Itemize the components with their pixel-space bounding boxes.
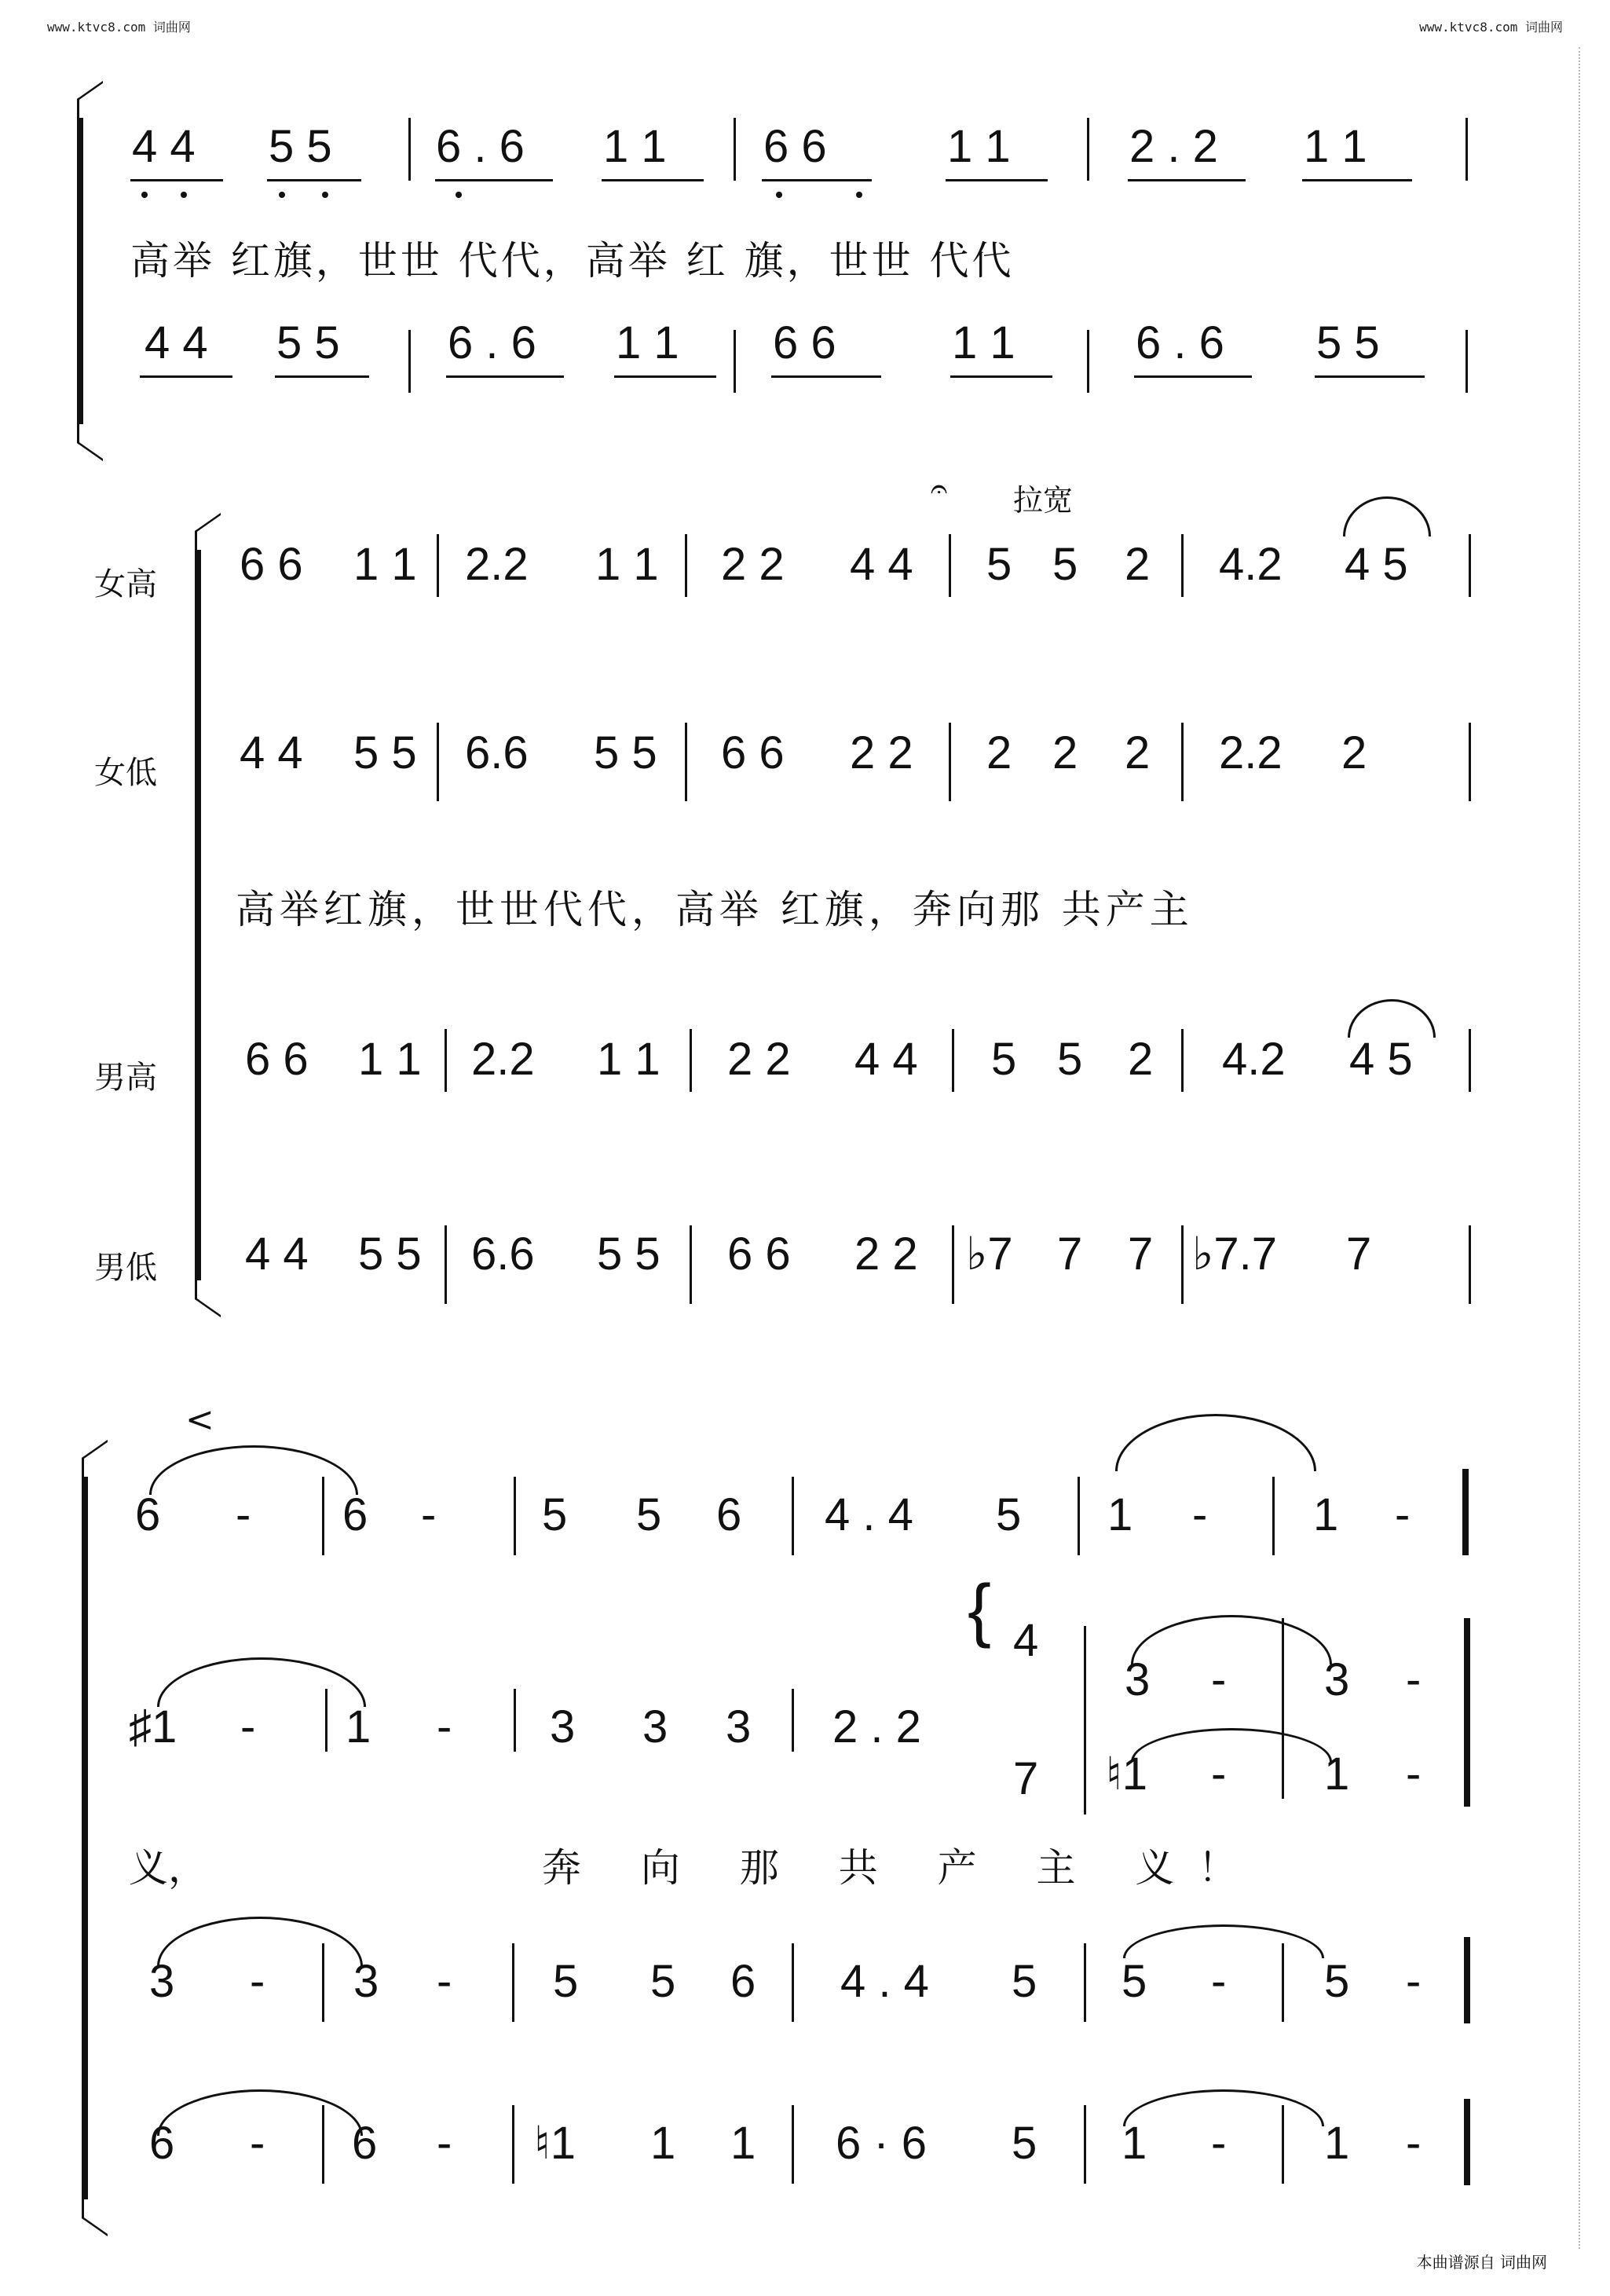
beam xyxy=(1315,375,1425,378)
lyrics: 义， xyxy=(129,1845,207,1891)
final-barline xyxy=(1464,1937,1470,2023)
note: - xyxy=(1211,1956,1227,2007)
beam xyxy=(762,179,872,181)
low-dot xyxy=(856,192,862,198)
note: 5 xyxy=(636,1489,662,1540)
barline xyxy=(792,2105,794,2184)
note: 5 xyxy=(542,1489,568,1540)
barline xyxy=(952,1225,954,1304)
note: 5 xyxy=(1012,1956,1037,2007)
note: 6 xyxy=(352,2118,378,2169)
note-group: 6 6 xyxy=(763,121,827,172)
barline xyxy=(1087,118,1089,181)
note-group: 2 2 xyxy=(727,1034,791,1085)
note: 5 xyxy=(1057,1034,1083,1085)
note: - xyxy=(250,1956,265,2007)
note-group: 4.2 xyxy=(1222,1034,1286,1085)
slur xyxy=(1115,1414,1316,1471)
barline xyxy=(685,534,687,597)
note-group: 4.2 xyxy=(1219,539,1283,590)
note: 1 xyxy=(1324,1749,1350,1800)
note-group: 6 . 6 xyxy=(448,317,536,368)
note-group: 2 2 xyxy=(721,539,785,590)
note: - xyxy=(1211,1654,1227,1705)
barline xyxy=(1084,1626,1086,1814)
note-group: 4 4 xyxy=(240,727,303,778)
note: ♭7 xyxy=(966,1229,1013,1280)
note: 2 xyxy=(1125,727,1151,778)
barline xyxy=(792,1943,794,2022)
note-group: 6 6 xyxy=(240,539,303,590)
note: 5 xyxy=(996,1489,1022,1540)
note: 1 xyxy=(650,2118,676,2169)
note-group: 4 4 xyxy=(145,317,208,368)
note: 1 xyxy=(346,1701,371,1752)
note: 5 xyxy=(1122,1956,1147,2007)
barline xyxy=(1272,1477,1275,1555)
note: - xyxy=(1211,1749,1227,1800)
note: 2 xyxy=(1128,1034,1154,1085)
note-group: 6.6 xyxy=(471,1229,535,1280)
low-dot xyxy=(141,192,148,198)
barline xyxy=(437,723,439,801)
note-group: 6 6 xyxy=(245,1034,309,1085)
note: - xyxy=(437,1956,452,2007)
beam xyxy=(946,179,1048,181)
slur xyxy=(157,1657,366,1707)
note: 1 xyxy=(1107,1489,1133,1540)
note: - xyxy=(421,1489,437,1540)
slur xyxy=(149,1445,358,1495)
note: 5 xyxy=(1324,1956,1350,2007)
barline xyxy=(1181,1029,1184,1092)
barline xyxy=(1469,534,1471,597)
barline xyxy=(1181,534,1184,597)
note-group: 1 1 xyxy=(597,1034,660,1085)
beam xyxy=(771,375,881,378)
note-group: 1 1 xyxy=(947,121,1011,172)
barline xyxy=(1469,1029,1471,1092)
note-group: 4 . 4 xyxy=(840,1956,929,2007)
note-group: 2.2 xyxy=(1219,727,1283,778)
barline xyxy=(1465,330,1468,393)
note-group: 6 6 xyxy=(773,317,836,368)
barline xyxy=(514,1689,516,1752)
note-group: 6.6 xyxy=(465,727,529,778)
header-left: www.ktvc8.com 词曲网 xyxy=(47,20,191,35)
note-group: 1 1 xyxy=(603,121,667,172)
beam xyxy=(1128,179,1246,181)
note-group: 6 6 xyxy=(727,1229,791,1280)
barline xyxy=(1087,330,1089,393)
slur xyxy=(1131,1728,1332,1762)
note-group: 4 5 xyxy=(1345,539,1408,590)
note-group: 1 1 xyxy=(353,539,417,590)
note-group: 4 4 xyxy=(854,1034,918,1085)
footer-source: 本曲谱源自 词曲网 xyxy=(1416,2253,1547,2272)
barline xyxy=(949,534,951,597)
note: - xyxy=(1211,2118,1227,2169)
note-group: 5 5 xyxy=(358,1229,422,1280)
note-group: 1 1 xyxy=(616,317,679,368)
note: ♯1 xyxy=(129,1701,177,1752)
note: - xyxy=(437,2118,452,2169)
note: 3 xyxy=(1324,1654,1350,1705)
barline xyxy=(1469,723,1471,801)
barline xyxy=(1084,2105,1086,2184)
barline xyxy=(408,330,411,393)
note: 5 xyxy=(553,1956,579,2007)
note: - xyxy=(240,1701,256,1752)
beam xyxy=(602,179,704,181)
part-label-bass: 男低 xyxy=(94,1250,157,1286)
lyrics: 奔 向 那 共 产 主 义！ xyxy=(542,1845,1261,1891)
note: - xyxy=(1395,1489,1411,1540)
note: 5 xyxy=(1052,539,1078,590)
barline xyxy=(734,118,736,181)
note-group: 4 4 xyxy=(245,1229,309,1280)
slur xyxy=(1348,999,1436,1038)
low-dot xyxy=(322,192,328,198)
note: 2 xyxy=(1341,727,1367,778)
barline xyxy=(1181,1225,1184,1304)
note-group: 1 1 xyxy=(952,317,1015,368)
note-group: 2 2 xyxy=(854,1229,918,1280)
barline xyxy=(952,1029,954,1092)
note: 6 xyxy=(135,1489,161,1540)
beam xyxy=(446,375,564,378)
beam xyxy=(140,375,232,378)
note-group: 2 2 xyxy=(850,727,913,778)
low-dot xyxy=(181,192,187,198)
note: 1 xyxy=(1324,2118,1350,2169)
note-group: 1 1 xyxy=(595,539,659,590)
note-group: 4 . 4 xyxy=(825,1489,913,1540)
note: 5 xyxy=(986,539,1012,590)
note-group: ♭7.7 xyxy=(1192,1229,1277,1280)
note: - xyxy=(1406,1654,1422,1705)
barline xyxy=(512,2105,514,2184)
final-barline xyxy=(1464,1618,1470,1807)
note-group: 5 5 xyxy=(269,121,332,172)
barline xyxy=(445,1225,447,1304)
crescendo-hairpin: < xyxy=(185,1400,214,1440)
barline xyxy=(734,330,736,393)
barline xyxy=(514,1477,516,1555)
note: 1 xyxy=(1313,1489,1339,1540)
beam xyxy=(950,375,1052,378)
barline xyxy=(1181,723,1184,801)
barline xyxy=(792,1689,794,1752)
barline xyxy=(690,1225,692,1304)
beam xyxy=(267,179,361,181)
note: 3 xyxy=(1125,1654,1151,1705)
note-group: 1 1 xyxy=(358,1034,422,1085)
note: 6 xyxy=(730,1956,756,2007)
note: 2 xyxy=(986,727,1012,778)
slur xyxy=(1131,1615,1332,1664)
note: - xyxy=(1406,1956,1422,2007)
barline xyxy=(437,534,439,597)
note-group: 6 . 6 xyxy=(1136,317,1224,368)
note: 3 xyxy=(550,1701,576,1752)
side-watermark-strip xyxy=(1579,47,1591,2249)
note-group: 5 5 xyxy=(276,317,340,368)
tempo-annotation: 拉宽 xyxy=(1013,483,1074,518)
beam xyxy=(614,375,716,378)
note-group: 4 5 xyxy=(1349,1034,1413,1085)
barline xyxy=(408,118,411,181)
note: 5 xyxy=(1012,2118,1037,2169)
barline xyxy=(1084,1943,1086,2022)
note: - xyxy=(250,2118,265,2169)
note: ♮1 xyxy=(534,2118,576,2169)
lyrics: 高举红旗，世世代代，高举 红旗，奔向那 共产主 xyxy=(236,887,1194,932)
note-group: 1 1 xyxy=(1304,121,1367,172)
note: 5 xyxy=(991,1034,1017,1085)
low-dot xyxy=(776,192,782,198)
slur xyxy=(1343,496,1431,536)
barline xyxy=(685,723,687,801)
slur xyxy=(1123,1924,1324,1958)
note: 1 xyxy=(1122,2118,1147,2169)
note-group: 5 5 xyxy=(1316,317,1380,368)
note: 2 xyxy=(1125,539,1151,590)
note: 6 xyxy=(716,1489,742,1540)
note: 7 xyxy=(1128,1229,1154,1280)
note: 4 xyxy=(1013,1615,1039,1666)
beam xyxy=(130,179,223,181)
note: 3 xyxy=(726,1701,752,1752)
final-barline xyxy=(1462,1469,1469,1555)
lyrics: 高举 红旗，世世 代代，高举 红 旗，世世 代代 xyxy=(130,238,1015,284)
note: 5 xyxy=(650,1956,676,2007)
note-group: 6 · 6 xyxy=(836,2118,928,2169)
note-group: 4 4 xyxy=(132,121,196,172)
note: 6 xyxy=(342,1489,368,1540)
note: 1 xyxy=(730,2118,756,2169)
low-dot xyxy=(456,192,462,198)
note-group: 4 4 xyxy=(850,539,913,590)
note: - xyxy=(1192,1489,1208,1540)
note: 2 xyxy=(1052,727,1078,778)
barline xyxy=(1465,118,1468,181)
note-group: 5 5 xyxy=(594,727,657,778)
beam xyxy=(1302,179,1412,181)
note: 7 xyxy=(1013,1753,1039,1804)
low-dot xyxy=(279,192,285,198)
fermata-icon: 𝄐 xyxy=(931,471,948,506)
barline xyxy=(1078,1477,1080,1555)
note-group: 5 5 xyxy=(353,727,417,778)
note-group: 2.2 xyxy=(465,539,529,590)
note-group: 2 . 2 xyxy=(832,1701,921,1752)
note: - xyxy=(1406,2118,1422,2169)
system-2-brace xyxy=(195,550,201,1280)
note: 6 xyxy=(149,2118,175,2169)
note: 7 xyxy=(1346,1229,1372,1280)
note: - xyxy=(236,1489,251,1540)
note-group: 2.2 xyxy=(471,1034,535,1085)
note: 3 xyxy=(353,1956,379,2007)
note-group: 2 . 2 xyxy=(1129,121,1218,172)
note: - xyxy=(437,1701,452,1752)
beam xyxy=(1134,375,1252,378)
part-label-soprano: 女高 xyxy=(94,566,157,602)
header-right: www.ktvc8.com 词曲网 xyxy=(1419,20,1563,35)
barline xyxy=(512,1943,514,2022)
final-barline xyxy=(1464,2099,1470,2185)
barline xyxy=(445,1029,447,1092)
system-1-brace xyxy=(77,118,83,424)
note-group: 6 . 6 xyxy=(436,121,525,172)
system-3-brace xyxy=(82,1477,88,2199)
part-label-tenor: 男高 xyxy=(94,1060,157,1096)
beam xyxy=(435,179,553,181)
note: ♮1 xyxy=(1106,1749,1147,1800)
note-group: 6 6 xyxy=(721,727,785,778)
barline xyxy=(949,723,951,801)
note-group: 5 5 xyxy=(597,1229,660,1280)
note: - xyxy=(1406,1749,1422,1800)
note: 7 xyxy=(1057,1229,1083,1280)
part-label-alto: 女低 xyxy=(94,755,157,791)
chord-brace-icon: { xyxy=(968,1571,992,1650)
barline xyxy=(792,1477,794,1555)
beam xyxy=(275,375,369,378)
barline xyxy=(1469,1225,1471,1304)
note: 3 xyxy=(642,1701,668,1752)
note: 3 xyxy=(149,1956,175,2007)
barline xyxy=(690,1029,692,1092)
